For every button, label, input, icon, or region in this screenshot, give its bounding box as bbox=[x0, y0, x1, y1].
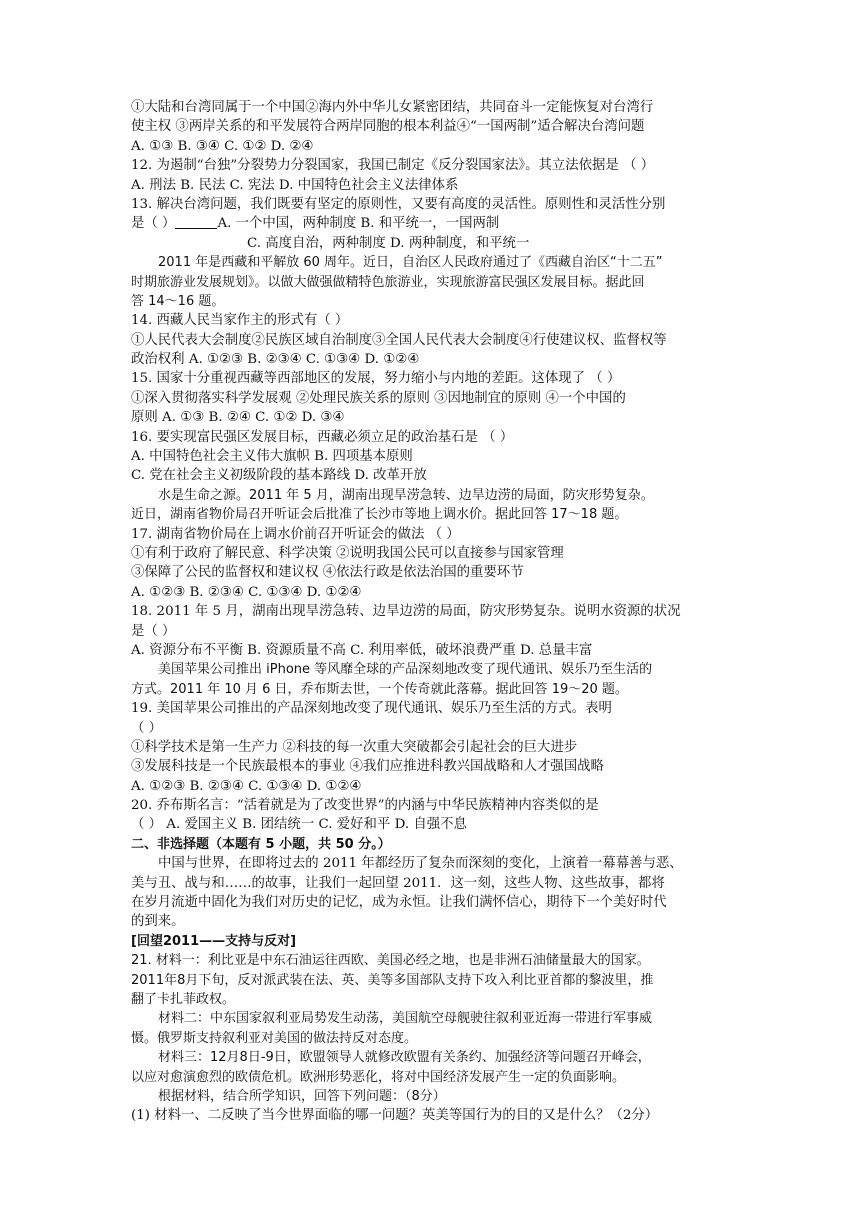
text-line bbox=[131, 777, 731, 796]
line-text: 2011 年是西藏和平解放 60 周年。近日，自治区人民政府通过了《西藏自治区“十二五” bbox=[158, 255, 663, 271]
line-text: 二、非选择题（本题有 5 小题，共 50 分。） bbox=[131, 836, 391, 852]
line-text: ③发展科技是一个民族最根本的事业 ④我们应推进科教兴国战略和人才强国战略 bbox=[131, 759, 604, 775]
text-line bbox=[131, 757, 731, 776]
text-line bbox=[131, 447, 731, 466]
line-text: [回望2011——支持与反对] bbox=[131, 933, 297, 949]
text-line bbox=[131, 738, 731, 757]
line-text: 答 14～16 题。 bbox=[131, 293, 225, 309]
text-line bbox=[131, 893, 731, 912]
text-line bbox=[131, 273, 731, 292]
line-text: 2011年8月下旬，反对派武装在法、英、美等多国部队支持下攻入利比亚首都的黎波里，推 bbox=[131, 972, 654, 988]
line-text: ①深入贯彻落实科学发展观 ②处理民族关系的原则 ③因地制宜的原则 ④一个中国的 bbox=[131, 390, 626, 406]
line-text-tail: A. 一个中国，两种制度 B. 和平统一，一国两制 bbox=[217, 216, 500, 232]
line-text: 慑。俄罗斯支持叙利亚对美国的做法持反对态度。 bbox=[131, 1030, 418, 1046]
text-line bbox=[131, 622, 731, 641]
text-line bbox=[131, 176, 731, 195]
text-line bbox=[131, 951, 731, 970]
line-text: 14. 西藏人民当家作主的形式有（ ） bbox=[131, 313, 349, 329]
text-line bbox=[131, 815, 731, 834]
line-text: （ ） A. 爱国主义 B. 团结统一 C. 爱好和平 D. 自强不息 bbox=[131, 817, 467, 833]
line-text: 翻了卡扎菲政权。 bbox=[131, 991, 236, 1007]
text-line bbox=[131, 544, 731, 563]
line-text: A. 资源分布不平衡 B. 资源质量不高 C. 利用率低，破坏浪费严重 D. 总量丰富 bbox=[131, 642, 593, 658]
line-text: A. ①②③ B. ②③④ C. ①③④ D. ①②④ bbox=[131, 584, 362, 600]
line-text: ①大陆和台湾同属于一个中国②海内外中华儿女紧密团结，共同奋斗一定能恢复对台湾行 bbox=[131, 100, 654, 115]
line-text: 12. 为遏制“台独”分裂势力分裂国家，我国已制定《反分裂国家法》。其立法依据是 （ ） bbox=[131, 158, 655, 174]
answer-blank bbox=[175, 214, 217, 229]
text-line bbox=[131, 389, 731, 408]
line-text: 使主权 ③两岸关系的和平发展符合两岸同胞的根本利益④“一国两制”适合解决台湾问题 bbox=[131, 119, 645, 135]
line-text: 水是生命之源。2011 年 5 月，湖南出现旱涝急转、边旱边涝的局面，防灾形势复杂。 bbox=[158, 487, 654, 503]
text-line bbox=[131, 1087, 731, 1106]
line-text: C. 高度自治，两种制度 D. 两种制度，和平统一 bbox=[247, 235, 530, 251]
line-text: A. ①②③ B. ②③④ C. ①③④ D. ①②④ bbox=[131, 778, 362, 794]
line-text: ①有利于政府了解民意、科学决策 ②说明我国公民可以直接参与国家管理 bbox=[131, 545, 564, 561]
text-line bbox=[131, 350, 731, 369]
text-line bbox=[131, 505, 731, 524]
text-line bbox=[131, 874, 731, 893]
text-line bbox=[131, 408, 731, 427]
line-text: 21. 材料一：利比亚是中东石油运往西欧、美国必经之地，也是非洲石油储量最大的国家。 bbox=[131, 953, 650, 969]
text-line bbox=[131, 854, 731, 873]
text-line bbox=[131, 602, 731, 621]
text-line bbox=[131, 331, 731, 350]
text-line bbox=[131, 214, 731, 233]
text-line bbox=[131, 137, 731, 156]
line-text: (1) 材料一、二反映了当今世界面临的哪一问题？英美等国行为的目的又是什么？（2分） bbox=[131, 1108, 659, 1124]
text-line bbox=[131, 719, 731, 738]
text-line bbox=[131, 990, 731, 1009]
line-text: 材料二：中东国家叙利亚局势发生动荡，美国航空母舰驶往叙利亚近海一带进行军事威 bbox=[158, 1011, 653, 1027]
text-line bbox=[131, 699, 731, 718]
line-text: 18. 2011 年 5 月，湖南出现旱涝急转、边旱边涝的局面，防灾形势复杂。说明水资源的状况 bbox=[131, 604, 681, 620]
text-line bbox=[131, 98, 731, 117]
text-line bbox=[131, 1009, 731, 1028]
text-line bbox=[131, 234, 731, 253]
text-line bbox=[131, 912, 731, 931]
text-line bbox=[131, 369, 731, 388]
text-line bbox=[131, 466, 731, 485]
line-text: 中国与世界，在即将过去的 2011 年都经历了复杂而深刻的变化，上演着一幕幕善与恶、 bbox=[158, 856, 683, 872]
line-text: 17. 湖南省物价局在上调水价前召开听证会的做法 （ ） bbox=[131, 526, 460, 542]
exam-page bbox=[131, 98, 731, 1126]
text-line bbox=[131, 253, 731, 272]
text-line bbox=[131, 1068, 731, 1087]
line-text: 方式。2011 年 10 月 6 日，乔布斯去世，一个传奇就此落幕。据此回答 19～20 题。 bbox=[131, 681, 628, 697]
line-text: ③保障了公民的监督权和建议权 ④依法行政是依法治国的重要环节 bbox=[131, 565, 524, 581]
text-line bbox=[131, 641, 731, 660]
line-text: 政治权利 A. ①②③ B. ②③④ C. ①③④ D. ①②④ bbox=[131, 352, 420, 368]
text-line bbox=[131, 932, 731, 951]
text-line bbox=[131, 311, 731, 330]
text-line bbox=[131, 796, 731, 815]
line-text: A. 刑法 B. 民法 C. 宪法 D. 中国特色社会主义法律体系 bbox=[131, 177, 459, 193]
line-text: （ ） bbox=[131, 720, 163, 736]
line-text: 时期旅游业发展规划》。以做大做强做精特色旅游业，实现旅游富民强区发展目标。据此回 bbox=[131, 274, 645, 290]
line-text: ①科学技术是第一生产力 ②科技的每一次重大突破都会引起社会的巨大进步 bbox=[131, 739, 578, 755]
text-line bbox=[131, 1106, 731, 1125]
line-text: 近日，湖南省物价局召开听证会后批准了长沙市等地上调水价。据此回答 17～18 题。 bbox=[131, 507, 628, 523]
text-line bbox=[131, 1029, 731, 1048]
text-line bbox=[131, 428, 731, 447]
line-text: C. 党在社会主义初级阶段的基本路线 D. 改革开放 bbox=[131, 468, 427, 484]
text-line bbox=[131, 1048, 731, 1067]
line-text: 美与丑、战与和……的故事，让我们一起回望 2011．这一刻，这些人物、这些故事，都将 bbox=[131, 875, 665, 891]
line-text: 原则 A. ①③ B. ②④ C. ①② D. ③④ bbox=[131, 410, 345, 426]
text-line bbox=[131, 195, 731, 214]
text-line bbox=[131, 117, 731, 136]
text-line bbox=[131, 660, 731, 679]
line-text: 的到来。 bbox=[131, 914, 185, 930]
line-text: A. ①③ B. ③④ C. ①② D. ②④ bbox=[131, 138, 314, 154]
line-text: 16. 要实现富民强区发展目标，西藏必须立足的政治基石是 （ ） bbox=[131, 429, 514, 445]
text-line bbox=[131, 486, 731, 505]
line-text: A. 中国特色社会主义伟大旗帜 B. 四项基本原则 bbox=[131, 449, 413, 465]
line-text: 15. 国家十分重视西藏等西部地区的发展，努力缩小与内地的差距。这体现了 （ ） bbox=[131, 371, 621, 387]
line-text: 20. 乔布斯名言：“活着就是为了改变世界”的内涵与中华民族精神内容类似的是 bbox=[131, 798, 599, 814]
text-line bbox=[131, 971, 731, 990]
line-text: 材料三：12月8日-9日，欧盟领导人就修改欧盟有关条约、加强经济等问题召开峰会， bbox=[158, 1050, 651, 1066]
line-text: 是（ ） bbox=[131, 623, 176, 639]
text-line bbox=[131, 525, 731, 544]
line-text: 是（ ） bbox=[131, 216, 176, 232]
line-text: 根据材料，结合所学知识，回答下列问题：（8分） bbox=[158, 1088, 446, 1104]
line-text: 13. 解决台湾问题，我们既要有坚定的原则性，又要有高度的灵活性。原则性和灵活性分别 bbox=[131, 196, 666, 212]
text-line bbox=[131, 680, 731, 699]
text-line bbox=[131, 156, 731, 175]
text-line bbox=[131, 292, 731, 311]
line-text: 以应对愈演愈烈的欧债危机。欧洲形势恶化，将对中国经济发展产生一定的负面影响。 bbox=[131, 1069, 626, 1085]
line-text: ①人民代表大会制度②民族区域自治制度③全国人民代表大会制度④行使建议权、监督权等 bbox=[131, 332, 667, 348]
text-line bbox=[131, 563, 731, 582]
text-line bbox=[131, 835, 731, 854]
line-text: 19. 美国苹果公司推出的产品深刻地改变了现代通讯、娱乐乃至生活的方式。表明 bbox=[131, 701, 612, 717]
line-text: 美国苹果公司推出 iPhone 等风靡全球的产品深刻地改变了现代通讯、娱乐乃至生活的 bbox=[158, 662, 653, 678]
line-text: 在岁月流逝中固化为我们对历史的记忆，成为永恒。让我们满怀信心，期待下一个美好时代 bbox=[131, 895, 667, 911]
text-line bbox=[131, 583, 731, 602]
